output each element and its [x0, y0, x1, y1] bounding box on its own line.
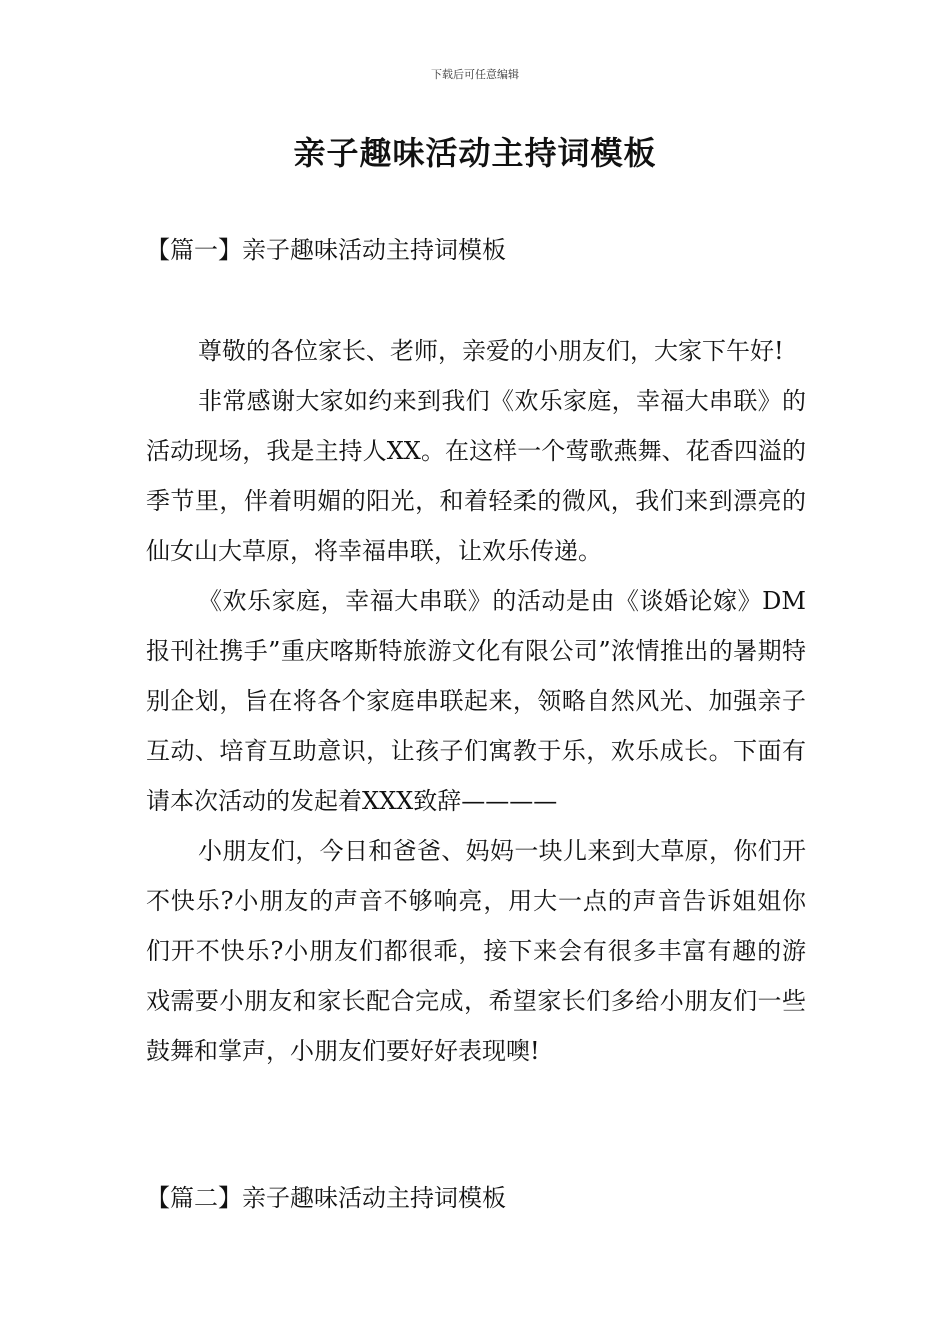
paragraph-welcome: 非常感谢大家如约来到我们《欢乐家庭，幸福大串联》的活动现场，我是主持人XX。在这样一个莺歌燕舞、花香四溢的季节里，伴着明媚的阳光，和着轻柔的微风，我们来到漂亮的仙女山大草原，将幸福串联，让欢乐传递。	[146, 387, 806, 565]
section-1-body	[146, 326, 806, 1076]
paragraph-greeting: 尊敬的各位家长、老师，亲爱的小朋友们，大家下午好!	[198, 337, 784, 365]
paragraph-children: 小朋友们，今日和爸爸、妈妈一块儿来到大草原，你们开不快乐?小朋友的声音不够响亮，用大一点的声音告诉姐姐你们开不快乐?小朋友们都很乖，接下来会有很多丰富有趣的游戏需要小朋友和家长配合完成，希望家长们多给小朋友们一些鼓舞和掌声，小朋友们要好好表现噢!	[146, 837, 806, 1065]
section-heading-2: 【篇二】亲子趣味活动主持词模板	[146, 1184, 506, 1212]
paragraph-event-intro: 《欢乐家庭，幸福大串联》的活动是由《谈婚论嫁》DM报刊社携手”重庆喀斯特旅游文化有限公司”浓情推出的暑期特别企划，旨在将各个家庭串联起来，领略自然风光、加强亲子互动、培育互助意识，让孩子们寓教于乐，欢乐成长。下面有请本次活动的发起着XXX致辞————	[146, 587, 806, 815]
section-heading-1: 【篇一】亲子趣味活动主持词模板	[146, 236, 506, 264]
header-note: 下载后可任意编辑	[431, 68, 519, 81]
document-title: 亲子趣味活动主持词模板	[293, 134, 657, 172]
